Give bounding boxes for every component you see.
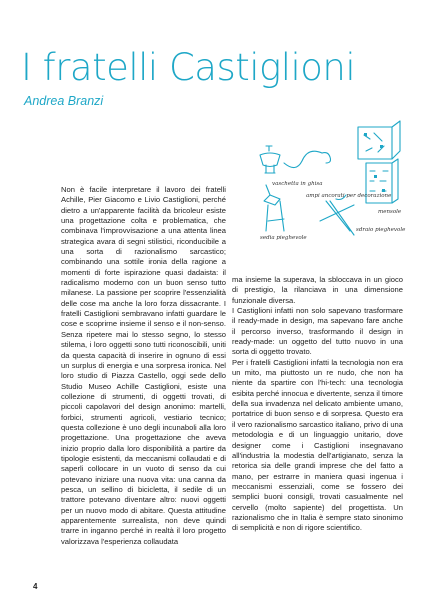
caption-mensole: mensole [378,209,402,215]
hose-sketch [284,151,322,167]
caption-vaschetta: vaschetta in ghisa [272,181,323,187]
folding-chair-sketch [264,185,284,231]
basin-sketch [260,146,280,173]
caption-sedia: sedia pieghevole [260,235,307,241]
deck-chair-sketch [320,195,354,235]
caption-sdraio: sdraio pieghevole [356,227,406,233]
article-title: I fratelli Castiglioni [21,46,356,89]
body-paragraph: I Castiglioni infatti non solo sapevano trasformare il ready-made in design, ma sapevano fare anche il percorso inverso, trasformando il design in ready-made: un oggetto del tutto nuovo in una sorta di oggetto trovato. [232,306,403,357]
caption-ampi-supporti: ampi ancorati per decorazione [306,193,392,199]
body-paragraph: Per i fratelli Castiglioni infatti la tecnologia non era un mito, ma piuttosto un re nudo, che non ha niente da spartire con l'hi-tech: una tecnologia esibita perché innocua e divertente, senza il timore della sua invadenza nel delicato ambiente umano, portatrice di buon senso e di sorpresa. Questo era il vero razionalismo sarcastico italiano, privo di una metodologia e di un linguaggio unitario, dove designer come i Castiglioni insegnavano all'industria la modestia dell'artigianato, senza la retorica sia delle grandi imprese che del fatto a mano, per estrarre in maniera quasi ingenua i meccanismi essenziali, come se fossero dei semplici buoni consigli, trovati casualmente nel cervello (molto sapiente) del progettista. Un razionalismo che in Italia è sempre stato sinonimo di semplicità e non di rigore scientifico. [232,357,403,533]
page-number: 4 [33,582,38,591]
body-paragraph: ma insieme la superava, la sbloccava in un gioco di prestigio, la rilanciava in una dimensione funzionale diversa. [232,275,403,305]
panel-sketch-top [358,121,400,159]
body-paragraph: Non è facile interpretare il lavoro dei fratelli Achille, Pier Giacomo e Livio Castiglioni, perché dietro a un'apparente facilità da bricoleur esiste una progettazione colta e problematica, che combinava l'improvvisazione a una attenta linea strategica avara di segni stilistici, riconducibile a una sorta di razionalismo sarcastico; combinando una sottile ironia della ragione a momenti di forte ispirazione quasi dadaista: il radicalismo moderno con un buon senso tutto milanese. La passione per scoprire l'essenzialità delle cose ma anche la loro forza dissacrante. I fratelli Castiglioni sembravano infatti guardare le cose e scoprirne insieme il senso e il non-senso. Senza ripetere mai lo stesso segno, lo stesso stilema, i loro oggetti sono tutti riconoscibili, uniti da questa capacità di inserire in ognuno di essi un surplus di energia e una sorpresa ironica. Nel loro studio di Piazza Castello, oggi sede dello Studio Museo Achille Castiglioni, esiste una collezione di strumenti, di oggetti trovati, di piccoli capolavori del design anonimo: martelli, forbici, strumenti agricoli, vestiario tecnico; questa collezione è uno degli incunaboli alla loro progettazione. Una progettazione che aveva inizio proprio dalla loro disponibilità a partire da tipologie esistenti, da meccanismi collaudati e di saperli collocare in un vuoto di senso da cui potevano iniziare una nuova vita: una canna da pesca, un sellino di bicicletta, il sedile di un trattore potevano diventare altro: nuovi oggetti per un nuovo modo di abitare. Questa attitudine apparentemente surrealista, non deve quindi trarre in inganno perché in realtà il loro progetto valorizzava l'esperienza collaudata [61,185,226,546]
text-column-left [61,185,226,547]
text-column-right [232,275,403,534]
sketch-illustration [240,115,424,275]
article-author: Andrea Branzi [24,94,104,108]
